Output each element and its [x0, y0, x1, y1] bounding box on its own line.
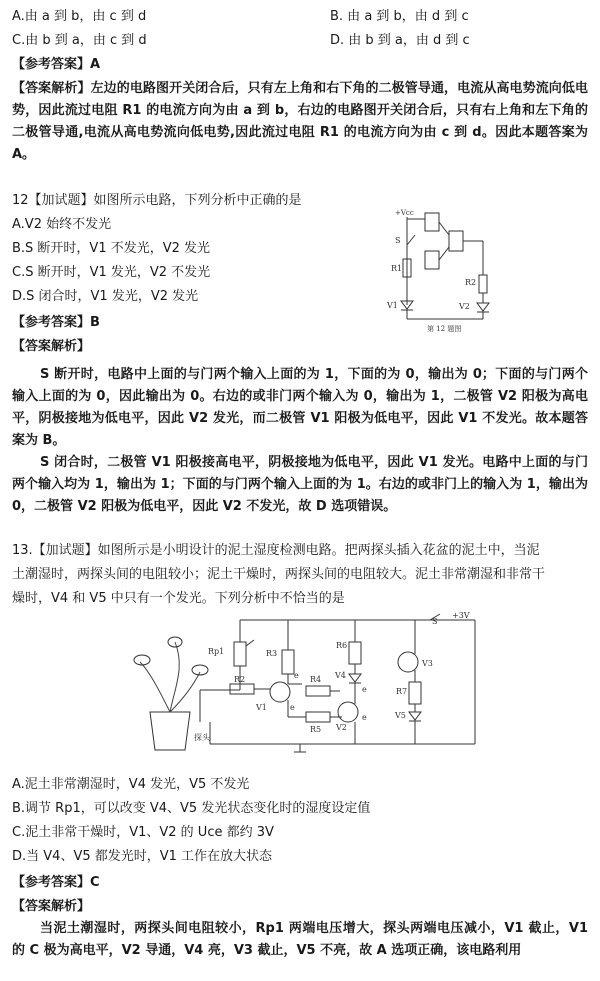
q13-option-c: C.泥土非常干燥时，V1、V2 的 Uce 都约 3V: [12, 825, 274, 840]
q13-fig-r3: R3: [266, 649, 278, 658]
q12-fig-r1: R1: [391, 264, 403, 273]
q13-fig-e3: e: [362, 685, 367, 694]
q12-analysis-para2: S 闭合时，二极管 V1 阳极接高电平，阴极接地为低电平，因此 V1 发光。电路中上面的与门两个输入均为 1，输出为 1；下面的与门两个输入上面的为 1。右边的或非门上的输入为 1，输出为 0，二极管 V2 阳极为低电平，因此 V2 不发光，故 D 选项错误。: [12, 455, 588, 514]
q12-analysis-body: [12, 364, 588, 518]
q11-analysis-text: 左边的电路图开关闭合后，只有左上角和右下角的二极管导通，电流从高电势流向低电势，因此流过电阻 R1 的电流方向为由 a 到 b，右边的电路图开关闭合后，只有右上角和左下角的二极管导通,电流从高电势流向低电势,因此流过电阻 R1 的电流方向为由 c 到 d。因此本题答案为 A。: [12, 81, 588, 162]
q13-analysis-body: [12, 918, 588, 962]
q13-analysis-label: 【答案解析】: [12, 899, 91, 914]
q12-option-c: C.S 断开时，V1 发光，V2 不发光: [12, 265, 211, 280]
q13-analysis-para1: 当泥土潮湿时，两探头间电阻较小，Rp1 两端电压增大，探头两端电压减小，V1 截止，V1 的 C 极为高电平，V2 导通，V4 亮，V3 截止，V5 不亮，故 A 选项正确，该电路利用: [12, 921, 588, 958]
q13-fig-v1: V1: [256, 703, 267, 712]
q12-fig-v1: V1: [387, 301, 398, 310]
q13-fig-v4: V4: [335, 671, 346, 680]
q13-fig-v2: V2: [336, 723, 347, 732]
q13-option-a: A.泥土非常潮湿时，V4 发光，V5 不发光: [12, 777, 250, 792]
q13-option-b: B.调节 Rp1，可以改变 V4、V5 发光状态变化时的湿度设定值: [12, 801, 371, 816]
q13-fig-r5: R5: [310, 725, 322, 734]
q13-fig-r2: R2: [234, 675, 246, 684]
q12-option-d: D.S 闭合时，V1 发光，V2 发光: [12, 289, 199, 304]
q11-option-b: B. 由 a 到 b，由 d 到 c: [330, 9, 469, 24]
q13-fig-r6: R6: [336, 641, 348, 650]
q12-fig-v2: V2: [459, 302, 470, 311]
q12-analysis-label: 【答案解析】: [12, 339, 91, 354]
q11-option-d: D. 由 b 到 a，由 d 到 c: [330, 33, 470, 48]
q12-fig-s: S: [395, 236, 401, 245]
q13-stem-line3: 燥时，V4 和 V5 中只有一个发光。下列分析中不恰当的是: [12, 591, 345, 606]
q12-fig-caption: 第 12 题图: [427, 325, 462, 333]
q11-answer: 【参考答案】A: [12, 57, 101, 72]
q12-option-b: B.S 断开时，V1 不发光，V2 发光: [12, 241, 211, 256]
q13-stem-line2: 土潮湿时，两探头间的电阻较小；泥土干燥时，两探头间的电阻较大。泥土非常潮湿和非常干: [12, 567, 546, 582]
q13-circuit-figure: [130, 612, 490, 757]
q12-fig-r2: R2: [465, 278, 477, 287]
q13-fig-e1: e: [294, 671, 299, 680]
q13-fig-r4: R4: [310, 675, 322, 684]
q13-fig-r7: R7: [396, 687, 408, 696]
q13-stem-line1: 13.【加试题】如图所示是小明设计的泥土湿度检测电路。把两探头插入花盆的泥土中，当泥: [12, 543, 540, 558]
q11-option-a: A.由 a 到 b，由 c 到 d: [12, 9, 147, 24]
q13-answer: 【参考答案】C: [12, 875, 100, 890]
q13-fig-v3: V3: [422, 659, 433, 668]
q13-option-d: D.当 V4、V5 都发光时，V1 工作在放大状态: [12, 849, 273, 864]
q13-fig-v5: V5: [395, 711, 406, 720]
q12-fig-vcc: +Vcc: [395, 209, 414, 217]
q11-option-c: C.由 b 到 a，由 c 到 d: [12, 33, 147, 48]
q13-fig-s: S: [432, 617, 438, 626]
q12-stem: 12【加试题】如图所示电路，下列分析中正确的是: [12, 193, 302, 208]
q13-fig-rp1: Rp1: [208, 647, 225, 656]
q11-analysis-label: 【答案解析】: [12, 81, 91, 96]
q12-option-a: A.V2 始终不发光: [12, 217, 112, 232]
q13-fig-e4: e: [362, 713, 367, 722]
q13-fig-3v: +3V: [452, 612, 470, 620]
q12-answer: 【参考答案】B: [12, 315, 100, 330]
q11-analysis: [12, 78, 588, 166]
q13-fig-e2: e: [290, 703, 295, 712]
q12-analysis-para1: S 断开时，电路中上面的与门两个输入上面的为 1，下面的为 0，输出为 0；下面的与门两个输入上面的为 0，因此输出为 0。右边的或非门两个输入为 0，输出为 1，二极管 V2 阳极为高电平，阴极接地为低电平，因此 V2 发光，而二极管 V1 阳极为低电平，因此 V1 不发光。故本题答案为 B。: [12, 367, 588, 448]
q13-fig-probe: 探头: [194, 733, 210, 742]
q12-circuit-figure: [385, 205, 505, 335]
